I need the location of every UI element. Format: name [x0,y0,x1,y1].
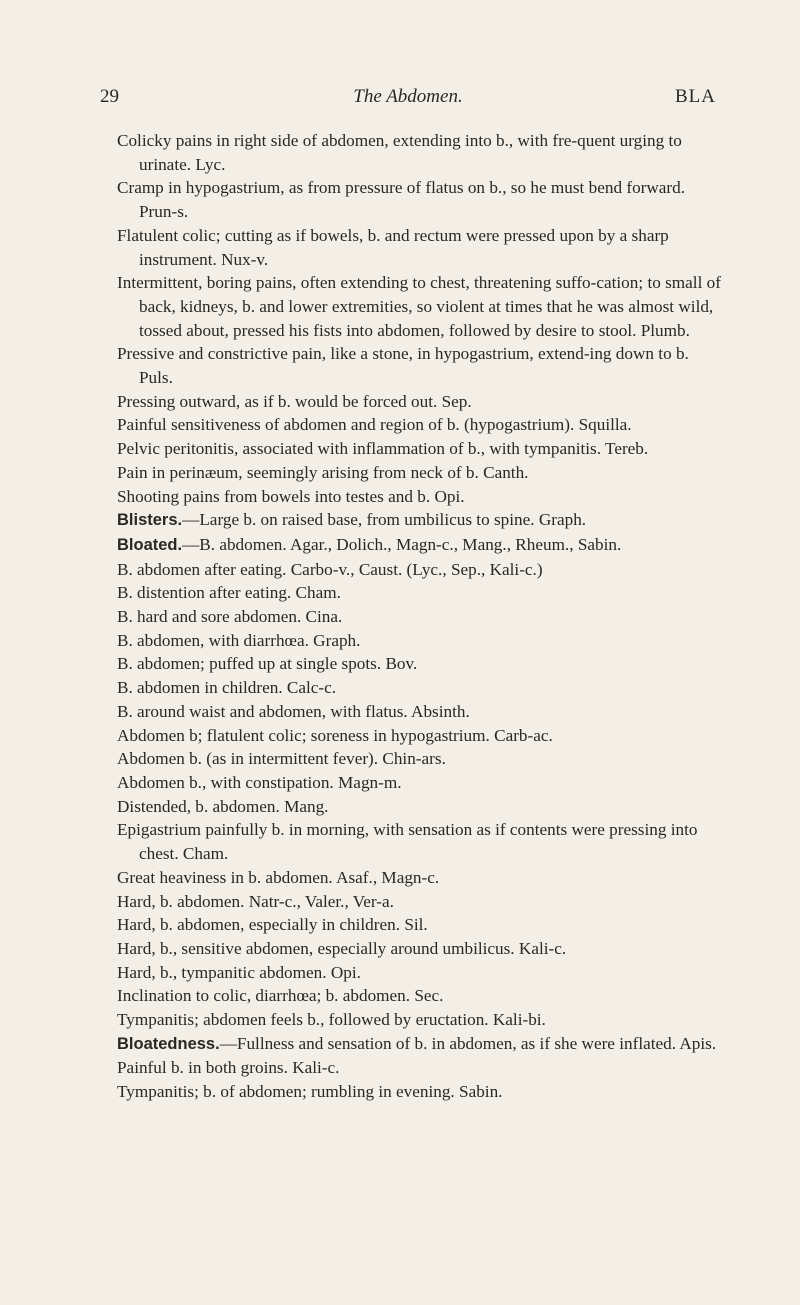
entry-item [117,437,725,461]
entry-item [117,700,725,724]
entry-text: —B. abdomen. Agar., Dolich., Magn-c., Mang., Rheum., Sabin. [182,534,622,554]
entry-text: Epigastrium painfully b. in morning, with sensation as if contents were pressing into chest. Cham. [117,820,698,864]
entry-item [117,1056,725,1080]
entry-item [117,1032,725,1057]
entry-item [117,413,725,437]
entry-item [117,913,725,937]
entry-item [117,605,725,629]
entry-text: Pain in perinæum, seemingly arising from neck of b. Canth. [117,462,529,482]
section-code: BLA [675,86,716,107]
entry-item [117,795,725,819]
entry-text: —Large b. on raised base, from umbilicus to spine. Graph. [182,510,587,530]
entry-text: Abdomen b., with constipation. Magn-m. [117,772,402,792]
entry-item [117,533,725,558]
entry-item [117,652,725,676]
entry-text: Hard, b., sensitive abdomen, especially around umbilicus. Kali-c. [117,938,567,958]
entry-item [117,558,725,582]
entry-text: Colicky pains in right side of abdomen, extending into b., with fre-quent urging to urinate. Lyc. [117,131,682,174]
entry-text: Painful sensitiveness of abdomen and region of b. (hypogastrium). Squilla. [117,415,632,435]
entry-item [117,461,725,485]
entry-item [117,818,725,865]
entry-item [117,581,725,605]
entry-text: Painful b. in both groins. Kali-c. [117,1058,340,1078]
entry-text: Hard, b. abdomen, especially in children. Sil. [117,915,428,935]
entry-text: Shooting pains from bowels into testes and b. Opi. [117,486,465,506]
entry-list [117,129,725,1104]
entry-item [117,271,725,342]
page-title: The Abdomen. [353,86,463,107]
entry-item [117,724,725,748]
entry-text: B. abdomen in children. Calc-c. [117,678,337,698]
entry-text: Distended, b. abdomen. Mang. [117,796,329,816]
entry-text: Cramp in hypogastrium, as from pressure of flatus on b., so he must bend forward. Prun-s. [117,178,686,222]
entry-text: Inclination to colic, diarrhœa; b. abdomen. Sec. [117,986,444,1006]
entry-text: Flatulent colic; cutting as if bowels, b. and rectum were pressed upon by a sharp instrument. Nux-v. [117,225,669,269]
entry-item [117,1080,725,1104]
entry-text: B. distention after eating. Cham. [117,583,341,603]
entry-text: Tympanitis; abdomen feels b., followed by eructation. Kali-bi. [117,1010,546,1030]
entry-item [117,342,725,389]
entry-text: Pressive and constrictive pain, like a stone, in hypogastrium, extend-ing down to b. Puls. [117,344,689,388]
entry-item [117,961,725,985]
entry-item [117,771,725,795]
page-number: 29 [100,86,119,107]
entry-text: B. abdomen; puffed up at single spots. Bov. [117,654,418,674]
entry-item [117,890,725,914]
entry-text: Hard, b. abdomen. Natr-c., Valer., Ver-a. [117,891,394,911]
entry-item [117,390,725,414]
entry-text: Pelvic peritonitis, associated with inflammation of b., with tympanitis. Tereb. [117,439,649,459]
entry-text: B. around waist and abdomen, with flatus. Absinth. [117,701,470,721]
entry-item [117,866,725,890]
entry-text: Pressing outward, as if b. would be forced out. Sep. [117,391,472,411]
entry-item [117,176,725,223]
entry-item [117,937,725,961]
entry-heading: Blisters. [117,511,183,530]
entry-text: B. hard and sore abdomen. Cina. [117,607,343,627]
entry-item [117,1008,725,1032]
entry-heading: Bloatedness. [117,1034,220,1053]
running-header [100,86,716,112]
entry-item [117,747,725,771]
entry-heading: Bloated. [117,535,183,554]
entry-item [117,508,725,533]
entry-text: —Fullness and sensation of b. in abdomen, as if she were inflated. Apis. [219,1033,717,1053]
entry-item [117,129,725,176]
entry-text: B. abdomen after eating. Carbo-v., Caust. (Lyc., Sep., Kali-c.) [117,559,543,579]
entry-text: Abdomen b; flatulent colic; soreness in hypogastrium. Carb-ac. [117,725,553,745]
entry-item [117,676,725,700]
entry-text: Hard, b., tympanitic abdomen. Opi. [117,962,361,982]
entry-item [117,224,725,271]
entry-item [117,984,725,1008]
entry-text: Intermittent, boring pains, often extending to chest, threatening suffo-cation; to small of back, kidneys, b. and lower extremities, so violent at times that he was almost wild, tossed about, pressed his fists into abdomen, followed by desire to stool. Plumb. [117,273,721,340]
entry-item [117,485,725,509]
entry-text: Tympanitis; b. of abdomen; rumbling in evening. Sabin. [117,1082,503,1102]
entry-text: Great heaviness in b. abdomen. Asaf., Magn-c. [117,867,440,887]
entry-text: Abdomen b. (as in intermittent fever). Chin-ars. [117,749,446,769]
entry-text: B. abdomen, with diarrhœa. Graph. [117,630,361,650]
entry-item [117,629,725,653]
